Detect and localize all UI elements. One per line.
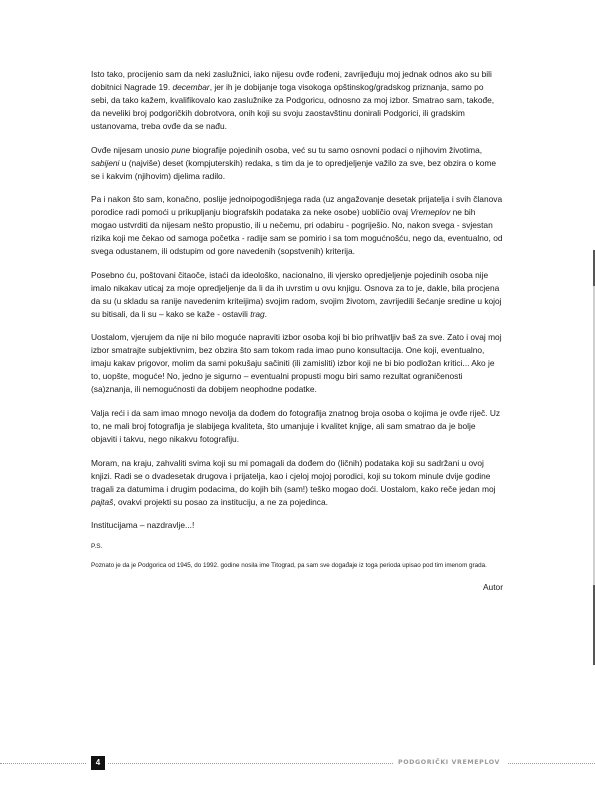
running-title: PODGORIČKI VREMEPLOV [398,759,500,766]
paragraph-5-text: Uostalom, vjerujem da nije ni bilo moguće napraviti izbor osoba koji bi bio prihvatljiv baš za sve. Zato i ovaj moj izbor smatrajte subjektivnim, bez obzira što sam tokom rada imao puno konsultacija. One koji, eventualno, imaju kakav prigovor, molim da sami pokušaju sačiniti (ili zamisliti) izbor koji ne bi bio podložan kritici... Ako je to, uopšte, moguće! No, jedno je sigurno – eventualni propusti mogu biri samo rezultat ograničenosti (sa)znanja, ili nemogućnosti da dobijem neophodne podatke. [91,332,502,395]
paragraph-1 [91,68,503,133]
paragraph-4-text-a: Posebno ću, poštovani čitaoče, istaći da ideološko, nacionalno, ili vjersko opredjeljenje pojedinih osoba nije imalo nikakav uticaj za moje opredjeljenje da li da ih uvrstim u ovu knjigu. Osnova za to je, dakle, bila procjena da su (u skladu sa ranije navedenim kriteijima) svojim radom, svojim životom, zavrijedili šećanje sredine u kojoj su bitisali, da li su – kako se kaže - ostavili [91,269,502,319]
ps-label: P.S. [91,543,103,551]
paragraph-3-emphasis: Vremeplov [410,207,451,218]
paragraph-2 [91,144,503,183]
paragraph-3 [91,193,503,258]
paragraph-6 [91,407,503,446]
page-number: 4 [91,756,105,770]
footer-dotted-rule-right [508,763,595,764]
footer-dotted-rule-left [0,763,86,764]
paragraph-7-text-a: Moram, na kraju, zahvaliti svima koji su mi pomagali da dođem do (ličnih) podataka koji su sadržani u ovoj knjizi. Radi se o dvadesetak drugova i prijatelja, kao i cjeloj mojoj porodici, koji su tokom minule dvije godine tragali za datumima i drugim podacima, do kojih bih (sam!) teško mogao doći. Uostalom, kako reče jedan moj [91,457,496,494]
paragraph-2-text-a: Ovđe nijesam unosio [91,144,172,155]
paragraph-2-text-c: u (najviše) deset (kompjuterskih) redaka, s tim da je to opredjeljenje važilo za sve, bez obzira o kome se i kakvim (njihovim) djelima radilo. [91,157,496,181]
paragraph-1-text-b: , jer ih je dobijanje toga visokoga opštinskog/gradskog priznanja, samo po sebi, da tako kažem, kvalifikovalo kao zaslužnike za Podgoricu, odnosno za moj izbor. Smatrao sam, takođe, da neveliki broj podgoričkih dobrotvora, onih koji su svoju zaostavštinu donirali Podgorici, ili gradskim ustanovama, treba ovđe da se nađu. [91,82,495,131]
paragraph-4-text-b: . [264,308,267,319]
footer-dotted-rule-middle [108,763,393,764]
paragraph-6-text: Valja reći i da sam imao mnogo nevolja da dođem do fotografija znatnog broja osoba o kojima je ovđe riječ. Uz to, ne mali broj fotografija je slabijega kvaliteta, što umanjuje i kvalitet knjige, ali sam smatrao da je bolje objaviti i takvu, nego nikakvu fotografiju. [91,407,501,444]
paragraph-4 [91,269,503,321]
document-body [91,68,503,605]
closing-line: Institucijama – nazdravlje...! [91,519,195,530]
paragraph-2-emphasis-a: pune [171,144,191,155]
paragraph-7-emphasis: pajtaš [91,496,114,507]
paragraph-2-text-b: biografije pojedinih osoba, već su tu samo osnovni podaci o njihovim životima, [190,144,483,155]
paragraph-4-emphasis: trag [250,308,265,319]
paragraph-1-text-a: Isto tako, procijenio sam da neki zaslužnici, iako nijesu ovđe rođeni, zavrijeđuju moj jednak odnos ako su bili dobitnici Nagrade 19. [91,69,492,92]
paragraph-7-text-b: , ovakvi projekti su posao za instituciju, a ne za pojedinca. [113,496,328,507]
paragraph-3-text-b: ne bih mogao ustvrditi da nijesam nešto propustio, ili u nečemu, pri odabiru - pogriješio. No, nakon svega - svjestan rizika koji me čekao od samoga početka - radije sam se pomirio i sa tom mogućnošću, nego da, eventualno, od svega odustanem, ili odstupim od gore navedenih (sopstvenih) kriterija. [91,207,503,257]
paragraph-7 [91,457,503,509]
footnote: Poznato je da je Podgorica od 1945, do 1992. godine nosila ime Titograd, pa sam sve događaje iz toga perioda upisao pod tim imenom grada. [91,561,487,569]
paragraph-1-emphasis: decembar [172,82,210,92]
paragraph-5 [91,331,503,396]
paragraph-3-text-a: Pa i nakon što sam, konačno, poslije jednoipogodišnjega rada (uz angažovanje desetak prijatelja i svih članova porodice radi pomoći u prikupljanju biografskih podataka za neke osobe) uobličio ovaj [91,194,503,218]
author-signature: Autor [482,581,503,592]
paragraph-2-emphasis-b: sabijeni [91,157,120,168]
